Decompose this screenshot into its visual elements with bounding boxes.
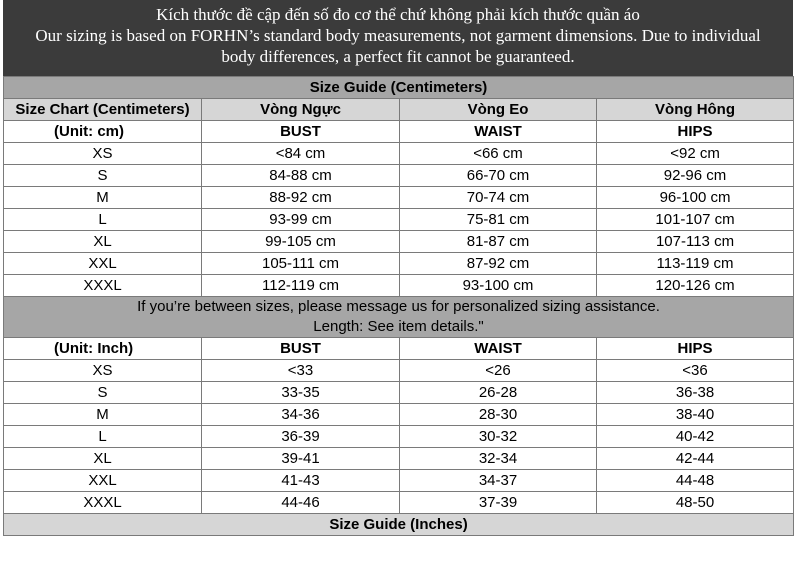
size-cell: M bbox=[4, 404, 202, 426]
sizing-note bbox=[4, 297, 794, 338]
waist-cell: 87-92 cm bbox=[400, 253, 597, 275]
waist-cell: 28-30 bbox=[400, 404, 597, 426]
size-cell: XXL bbox=[4, 253, 202, 275]
size-cell: L bbox=[4, 209, 202, 231]
table-row bbox=[4, 253, 794, 275]
size-cell: XL bbox=[4, 448, 202, 470]
table-row bbox=[4, 187, 794, 209]
waist-cell: 34-37 bbox=[400, 470, 597, 492]
waist-cell: 93-100 cm bbox=[400, 275, 597, 297]
bust-label: BUST bbox=[202, 338, 400, 360]
size-cell: XS bbox=[4, 360, 202, 382]
bust-cell: 99-105 cm bbox=[202, 231, 400, 253]
table-row bbox=[4, 165, 794, 187]
bust-cell: 33-35 bbox=[202, 382, 400, 404]
hips-cell: 107-113 cm bbox=[597, 231, 794, 253]
inch-unit-row bbox=[4, 338, 794, 360]
table-row bbox=[4, 426, 794, 448]
size-cell: S bbox=[4, 165, 202, 187]
bust-cell: 84-88 cm bbox=[202, 165, 400, 187]
size-cell: M bbox=[4, 187, 202, 209]
banner-line-3: body differences, a perfect fit cannot be guaranteed. bbox=[221, 47, 575, 66]
waist-cell: <66 cm bbox=[400, 143, 597, 165]
table-row bbox=[4, 382, 794, 404]
inch-section-title-row bbox=[4, 514, 794, 536]
hips-label: HIPS bbox=[597, 338, 794, 360]
bust-cell: 105-111 cm bbox=[202, 253, 400, 275]
waist-cell: 70-74 cm bbox=[400, 187, 597, 209]
waist-cell: 30-32 bbox=[400, 426, 597, 448]
size-table bbox=[3, 76, 794, 536]
size-cell: XXXL bbox=[4, 492, 202, 514]
size-chart-header: Size Chart (Centimeters) bbox=[4, 99, 202, 121]
hips-cell: <36 bbox=[597, 360, 794, 382]
hips-cell: 92-96 cm bbox=[597, 165, 794, 187]
hips-cell: 101-107 cm bbox=[597, 209, 794, 231]
bust-cell: 44-46 bbox=[202, 492, 400, 514]
sizing-note-line-2: Length: See item details." bbox=[313, 318, 484, 335]
waist-cell: 81-87 cm bbox=[400, 231, 597, 253]
table-row bbox=[4, 470, 794, 492]
cm-unit-row bbox=[4, 121, 794, 143]
cm-section-title-row bbox=[4, 77, 794, 99]
hips-cell: 48-50 bbox=[597, 492, 794, 514]
banner-line-2: Our sizing is based on FORHN’s standard body measurements, not garment dimensions. Due to individual bbox=[35, 26, 761, 45]
hips-cell: 120-126 cm bbox=[597, 275, 794, 297]
hips-label: HIPS bbox=[597, 121, 794, 143]
size-cell: XS bbox=[4, 143, 202, 165]
hips-cell: 38-40 bbox=[597, 404, 794, 426]
waist-label: WAIST bbox=[400, 121, 597, 143]
size-cell: XL bbox=[4, 231, 202, 253]
waist-cell: 32-34 bbox=[400, 448, 597, 470]
bust-cell: <84 cm bbox=[202, 143, 400, 165]
bust-cell: 88-92 cm bbox=[202, 187, 400, 209]
table-row bbox=[4, 275, 794, 297]
hips-cell: <92 cm bbox=[597, 143, 794, 165]
hips-cell: 44-48 bbox=[597, 470, 794, 492]
hips-cell: 36-38 bbox=[597, 382, 794, 404]
waist-header-vi: Vòng Eo bbox=[400, 99, 597, 121]
table-row bbox=[4, 209, 794, 231]
bust-cell: <33 bbox=[202, 360, 400, 382]
unit-label: (Unit: Inch) bbox=[4, 338, 202, 360]
hips-cell: 40-42 bbox=[597, 426, 794, 448]
size-guide-image bbox=[3, 0, 793, 582]
sizing-note-line-1: If you’re between sizes, please message us for personalized sizing assistance. bbox=[137, 298, 660, 315]
table-row bbox=[4, 231, 794, 253]
hips-cell: 42-44 bbox=[597, 448, 794, 470]
size-cell: XXL bbox=[4, 470, 202, 492]
size-cell: S bbox=[4, 382, 202, 404]
waist-cell: 66-70 cm bbox=[400, 165, 597, 187]
bust-cell: 36-39 bbox=[202, 426, 400, 448]
table-row bbox=[4, 360, 794, 382]
unit-label: (Unit: cm) bbox=[4, 121, 202, 143]
bust-cell: 34-36 bbox=[202, 404, 400, 426]
size-cell: L bbox=[4, 426, 202, 448]
waist-cell: 26-28 bbox=[400, 382, 597, 404]
table-row bbox=[4, 404, 794, 426]
waist-cell: 37-39 bbox=[400, 492, 597, 514]
bust-header-vi: Vòng Ngực bbox=[202, 99, 400, 121]
bust-label: BUST bbox=[202, 121, 400, 143]
cm-section-title: Size Guide (Centimeters) bbox=[4, 77, 794, 99]
table-row bbox=[4, 143, 794, 165]
bust-cell: 93-99 cm bbox=[202, 209, 400, 231]
size-cell: XXXL bbox=[4, 275, 202, 297]
table-row bbox=[4, 448, 794, 470]
bust-cell: 112-119 cm bbox=[202, 275, 400, 297]
hips-header-vi: Vòng Hông bbox=[597, 99, 794, 121]
bust-cell: 41-43 bbox=[202, 470, 400, 492]
waist-cell: 75-81 cm bbox=[400, 209, 597, 231]
bust-cell: 39-41 bbox=[202, 448, 400, 470]
banner-line-vietnamese: Kích thước đề cập đến số đo cơ thể chứ không phải kích thước quần áo bbox=[156, 5, 640, 24]
waist-cell: <26 bbox=[400, 360, 597, 382]
disclaimer-banner bbox=[3, 0, 793, 76]
table-row bbox=[4, 492, 794, 514]
cm-header-row bbox=[4, 99, 794, 121]
waist-label: WAIST bbox=[400, 338, 597, 360]
hips-cell: 96-100 cm bbox=[597, 187, 794, 209]
sizing-note-row bbox=[4, 297, 794, 338]
hips-cell: 113-119 cm bbox=[597, 253, 794, 275]
inch-section-title: Size Guide (Inches) bbox=[4, 514, 794, 536]
